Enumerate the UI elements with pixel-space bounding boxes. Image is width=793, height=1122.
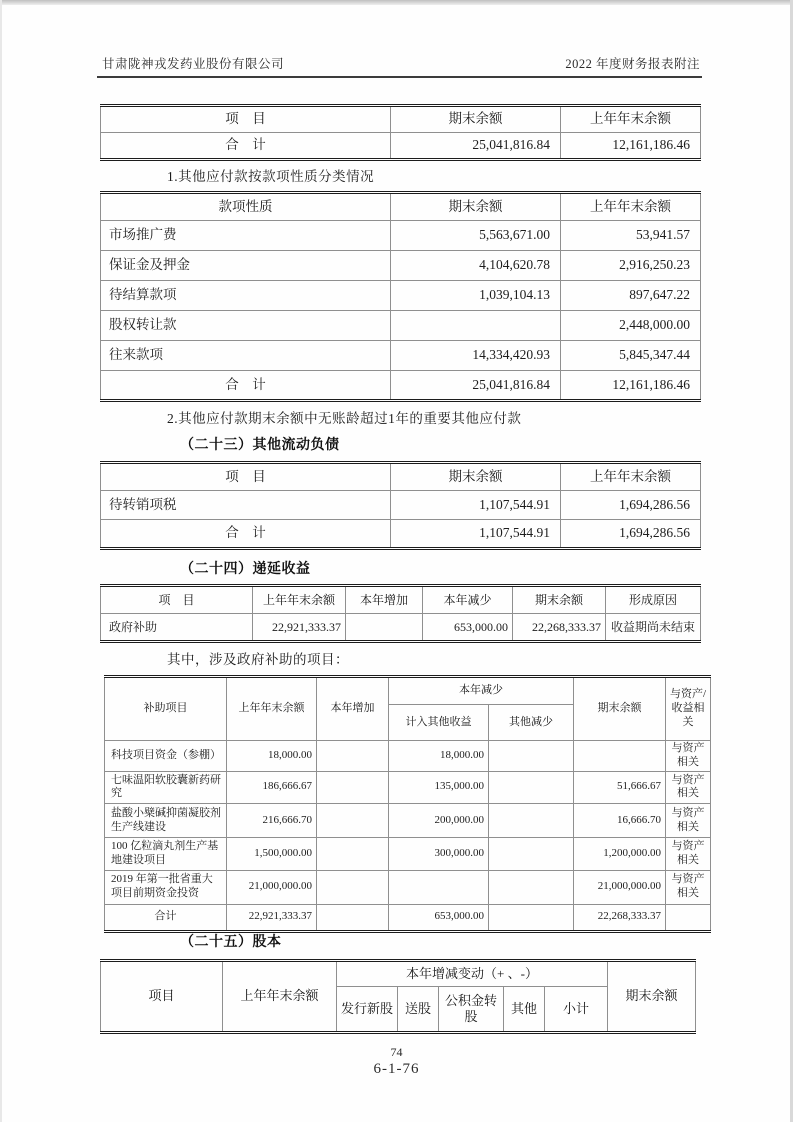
col-header: 项 目: [101, 586, 253, 614]
col-header: 补助项目: [105, 677, 227, 741]
col-header: 上年年末余额: [253, 586, 346, 614]
table-cell: 1,107,544.91: [391, 520, 561, 549]
scan-edge-left: [0, 0, 2, 1122]
col-header: 本年增加: [317, 677, 389, 741]
table-cell: 与资产相关: [666, 741, 711, 772]
table-cell: 25,041,816.84: [391, 133, 561, 160]
row-label: 待转销项税: [101, 491, 391, 520]
table-cell: 22,921,333.37: [253, 614, 346, 642]
col-header: 公积金转股: [439, 987, 504, 1033]
col-header: 期末余额: [391, 463, 561, 491]
col-header: 本年增加: [346, 586, 423, 614]
col-header: 其他减少: [489, 705, 574, 741]
table-cell: 4,104,620.78: [391, 251, 561, 281]
table-cell: [317, 904, 389, 931]
table-cell: [391, 311, 561, 341]
col-header: 上年年末余额: [227, 677, 317, 741]
table-cell: [489, 838, 574, 871]
section-24-title: （二十四）递延收益: [180, 562, 311, 577]
row-label: 股权转让款: [101, 311, 391, 341]
total-label: 合 计: [101, 520, 391, 549]
volume-page-number: 6-1-76: [373, 1061, 420, 1077]
table-cell: 200,000.00: [389, 804, 489, 838]
table-cell: 12,161,186.46: [561, 133, 701, 160]
table-cell: 12,161,186.46: [561, 371, 701, 401]
row-label: 待结算款项: [101, 281, 391, 311]
col-header: 期末余额: [608, 961, 696, 1033]
report-title: 2022 年度财务报表附注: [565, 57, 700, 71]
col-header: 期末余额: [391, 193, 561, 221]
col-header: 上年年末余额: [223, 961, 337, 1033]
col-header: 上年年末余额: [561, 193, 701, 221]
table-cell: [317, 771, 389, 804]
total-label: 合 计: [101, 371, 391, 401]
row-label: 科技项目资金（参棚）: [105, 741, 227, 772]
col-header: 其他: [504, 987, 545, 1033]
col-header: 形成原因: [606, 586, 701, 614]
table-cell: 300,000.00: [389, 838, 489, 871]
table-cell: [489, 870, 574, 904]
row-label: 政府补助: [101, 614, 253, 642]
table-cell: 1,107,544.91: [391, 491, 561, 520]
col-header: 期末余额: [513, 586, 606, 614]
col-header: 本年增减变动（+ 、-）: [337, 961, 608, 987]
total-label: 合 计: [101, 133, 391, 160]
table-cell: 1,694,286.56: [561, 520, 701, 549]
col-header: 上年年末余额: [561, 463, 701, 491]
col-header: 上年年末余额: [561, 106, 701, 133]
government-subsidy-table: [104, 675, 711, 933]
table-cell: 21,000,000.00: [227, 870, 317, 904]
row-label: 100 亿粒滴丸剂生产基地建设项目: [105, 838, 227, 871]
table-cell: [389, 870, 489, 904]
table-cell: 216,666.70: [227, 804, 317, 838]
table-cell: [574, 741, 666, 772]
page-number: 74: [390, 1045, 403, 1059]
col-header: 送股: [398, 987, 439, 1033]
other-payables-total-table: [100, 104, 701, 161]
table-cell: [489, 771, 574, 804]
table-cell: 1,500,000.00: [227, 838, 317, 871]
col-header: 小计: [545, 987, 608, 1033]
col-header: 发行新股: [337, 987, 398, 1033]
table-cell: 与资产相关: [666, 771, 711, 804]
col-header: 本年减少: [389, 677, 574, 705]
table-cell: 2,448,000.00: [561, 311, 701, 341]
company-name: 甘肃陇神戎发药业股份有限公司: [102, 57, 285, 71]
table-cell: 1,200,000.00: [574, 838, 666, 871]
section-25-title: （二十五）股本: [180, 935, 282, 950]
table-cell: 5,845,347.44: [561, 341, 701, 371]
note-other-payables-by-nature: 1.其他应付款按款项性质分类情况: [167, 169, 375, 184]
table-cell: 21,000,000.00: [574, 870, 666, 904]
table-cell: 18,000.00: [227, 741, 317, 772]
col-header: 与资产/收益相关: [666, 677, 711, 741]
row-label: 保证金及押金: [101, 251, 391, 281]
total-label: 合计: [105, 904, 227, 931]
table-cell: 14,334,420.93: [391, 341, 561, 371]
table-cell: 186,666.67: [227, 771, 317, 804]
col-header: 期末余额: [574, 677, 666, 741]
section-23-title: （二十三）其他流动负债: [180, 438, 340, 453]
row-label: 2019 年第一批省重大项目前期资金投资: [105, 870, 227, 904]
row-label: 七味温阳软胶囊新药研究: [105, 771, 227, 804]
payables-by-nature-table: [100, 191, 701, 402]
table-cell: 2,916,250.23: [561, 251, 701, 281]
table-cell: [489, 804, 574, 838]
table-cell: 53,941.57: [561, 221, 701, 251]
col-header: 项 目: [101, 463, 391, 491]
table-cell: 与资产相关: [666, 804, 711, 838]
col-header: 项目: [101, 961, 223, 1033]
table-cell: [317, 838, 389, 871]
table-cell: 653,000.00: [389, 904, 489, 931]
table-cell: 1,694,286.56: [561, 491, 701, 520]
header-rule: [97, 76, 702, 78]
table-cell: [666, 904, 711, 931]
table-cell: [489, 741, 574, 772]
table-cell: 22,268,333.37: [513, 614, 606, 642]
table-cell: [317, 804, 389, 838]
note-no-aged-payables: 2.其他应付款期末余额中无账龄超过1年的重要其他应付款: [167, 411, 522, 426]
table-cell: 22,268,333.37: [574, 904, 666, 931]
other-current-liabilities-table: [100, 461, 701, 550]
table-cell: 收益期尚未结束: [606, 614, 701, 642]
table-cell: 25,041,816.84: [391, 371, 561, 401]
note-government-subsidy: 其中，涉及政府补助的项目：: [167, 652, 349, 667]
col-header: 款项性质: [101, 193, 391, 221]
table-cell: [346, 614, 423, 642]
table-cell: 与资产相关: [666, 838, 711, 871]
table-cell: 1,039,104.13: [391, 281, 561, 311]
table-cell: 897,647.22: [561, 281, 701, 311]
table-cell: [489, 904, 574, 931]
table-cell: 18,000.00: [389, 741, 489, 772]
table-cell: 与资产相关: [666, 870, 711, 904]
table-cell: 653,000.00: [423, 614, 513, 642]
table-cell: 22,921,333.37: [227, 904, 317, 931]
table-cell: 16,666.70: [574, 804, 666, 838]
col-header: 项 目: [101, 106, 391, 133]
share-capital-table: [100, 959, 696, 1034]
row-label: 往来款项: [101, 341, 391, 371]
table-cell: 5,563,671.00: [391, 221, 561, 251]
table-cell: [317, 741, 389, 772]
row-label: 盐酸小檗碱抑菌凝胶剂生产线建设: [105, 804, 227, 838]
col-header: 计入其他收益: [389, 705, 489, 741]
table-cell: 51,666.67: [574, 771, 666, 804]
table-cell: 135,000.00: [389, 771, 489, 804]
col-header: 本年减少: [423, 586, 513, 614]
deferred-income-table: [100, 584, 701, 643]
scan-edge-top: [0, 0, 793, 5]
table-cell: [317, 870, 389, 904]
col-header: 期末余额: [391, 106, 561, 133]
row-label: 市场推广费: [101, 221, 391, 251]
